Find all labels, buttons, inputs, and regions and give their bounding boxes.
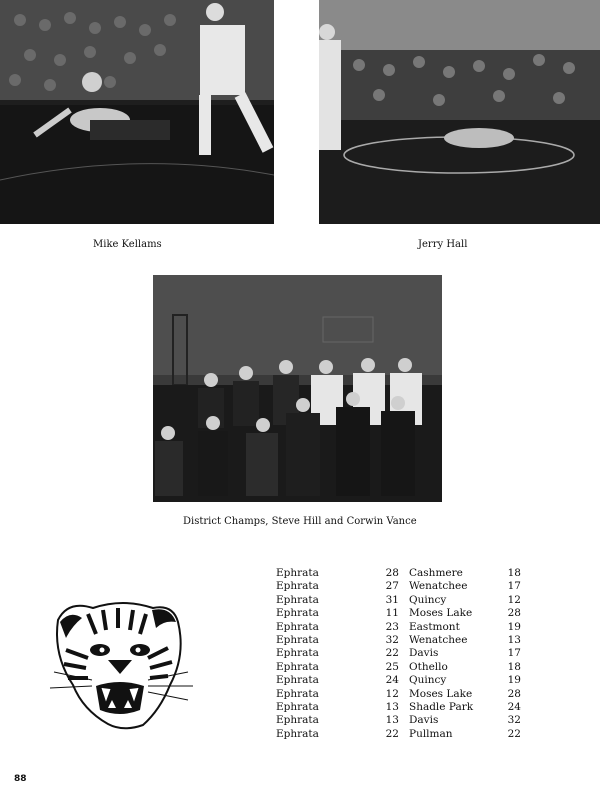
away-team: Moses Lake [409,687,473,700]
home-team: Ephrata [276,687,319,700]
away-score: 17 [507,580,521,593]
score-row [276,674,526,687]
home-team: Ephrata [276,607,319,620]
away-team: Quincy [409,593,447,606]
away-team: Davis [409,647,439,660]
home-score: 13 [385,700,399,713]
away-score: 12 [507,593,521,606]
away-team: Othello [409,660,448,673]
caption-jerry-hall: Jerry Hall [418,239,468,250]
away-team: Eastmont [409,620,460,633]
home-score: 28 [385,567,399,579]
score-row [276,621,526,634]
score-row [276,728,526,741]
away-team: Moses Lake [409,607,473,620]
home-team: Ephrata [276,567,319,579]
away-team: Wenatchee [409,633,468,646]
home-score: 22 [385,727,399,740]
home-team: Ephrata [276,647,319,660]
photo-jerry-hall [319,0,600,224]
score-row [276,647,526,660]
score-row [276,701,526,714]
score-row [276,714,526,727]
tiger-mascot-illustration [48,600,198,732]
home-team: Ephrata [276,580,319,593]
home-score: 31 [385,593,399,606]
away-team: Pullman [409,727,453,740]
home-team: Ephrata [276,593,319,606]
home-score: 23 [385,620,399,633]
home-score: 27 [385,580,399,593]
away-team: Wenatchee [409,580,468,593]
score-row [276,580,526,593]
home-score: 25 [385,660,399,673]
home-team: Ephrata [276,660,319,673]
season-scores-table [276,567,526,741]
home-score: 22 [385,647,399,660]
score-row [276,661,526,674]
photo-mike-kellams [0,0,274,224]
away-score: 28 [507,607,521,620]
score-row [276,634,526,647]
caption-district-champs: District Champs, Steve Hill and Corwin Vance [183,516,417,527]
away-score: 19 [507,674,521,687]
away-score: 17 [507,647,521,660]
home-team: Ephrata [276,674,319,687]
away-score: 24 [507,700,521,713]
home-score: 13 [385,714,399,727]
away-team: Shadle Park [409,700,474,713]
away-score: 13 [507,633,521,646]
home-team: Ephrata [276,714,319,727]
away-score: 19 [507,620,521,633]
away-score: 32 [507,714,521,727]
away-score: 18 [507,660,521,673]
page-number: 88 [14,774,27,784]
score-row [276,567,526,580]
photo-district-champs [153,275,442,502]
score-row [276,594,526,607]
away-score: 18 [507,567,521,579]
away-team: Cashmere [409,567,463,579]
home-score: 11 [385,607,399,620]
away-team: Quincy [409,674,447,687]
score-row [276,607,526,620]
home-team: Ephrata [276,633,319,646]
home-score: 24 [385,674,399,687]
away-team: Davis [409,714,439,727]
home-team: Ephrata [276,700,319,713]
home-team: Ephrata [276,620,319,633]
caption-mike-kellams: Mike Kellams [93,239,162,250]
away-score: 22 [507,727,521,740]
home-team: Ephrata [276,727,319,740]
away-score: 28 [507,687,521,700]
score-row [276,688,526,701]
home-score: 32 [385,633,399,646]
home-score: 12 [385,687,399,700]
